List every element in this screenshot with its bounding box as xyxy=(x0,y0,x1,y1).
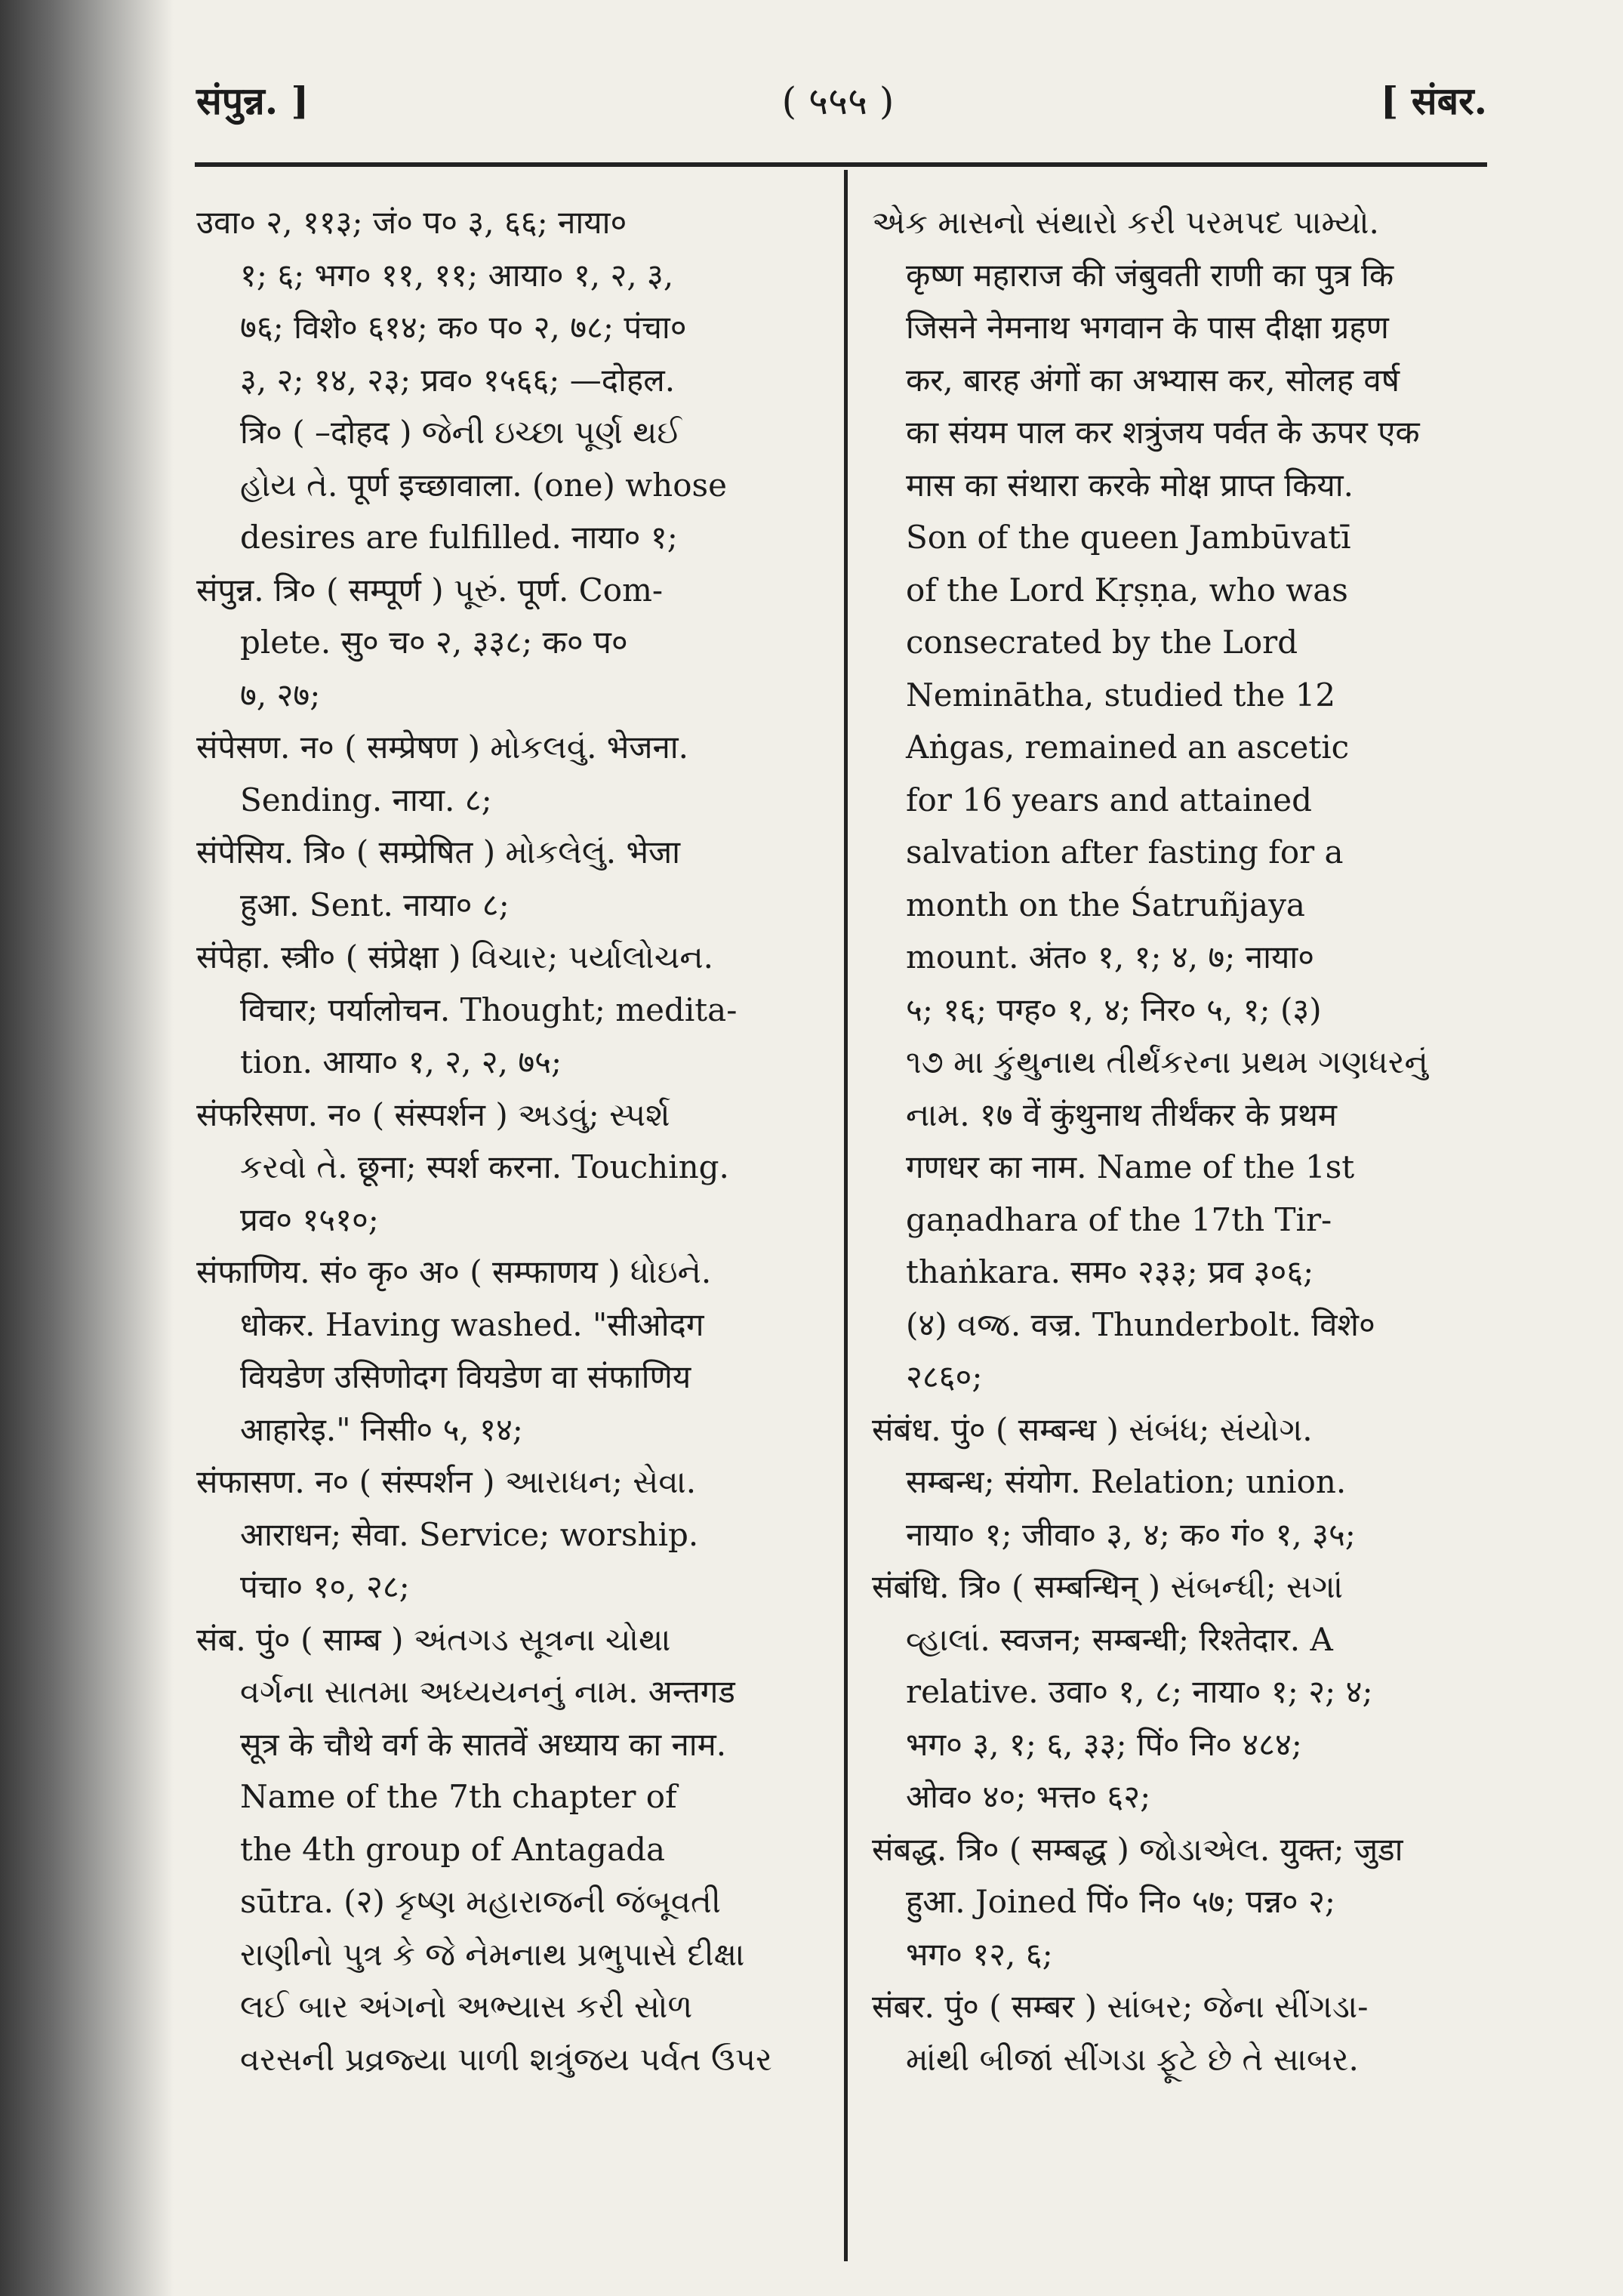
text-line: १; ६; भग० ११, ११; आया० १, २, ३, xyxy=(240,256,674,294)
text-line: वियडेण उसिणोदग वियडेण वा संफाणिय xyxy=(240,1358,691,1395)
text-line: (४) વજ્ર. वज्र. Thunderbolt. विशे० xyxy=(906,1305,1375,1343)
text-line: सूत्र के चौथे वर्ग के सातवें अध्याय का नाम. xyxy=(240,1725,727,1763)
text-line: sūtra. (२) કૃષ્ણ મહારાજની જંબૂવતી xyxy=(240,1883,721,1920)
text-line: पंचा० १०, २८; xyxy=(240,1568,410,1605)
text-line: mount. अंत० १, १; ४, ७; नाया० xyxy=(906,938,1315,975)
text-line: प्रव० १५१०; xyxy=(240,1200,379,1238)
text-line: उवा० २, ११३; जं० प० ३, ६६; नाया० xyxy=(196,204,627,241)
text-line: जिसने नेमनाथ भगवान के पास दीक्षा ग्रहण xyxy=(906,309,1389,346)
text-line: हुआ. Sent. नाया० ८; xyxy=(240,886,510,923)
text-line: ७६; विशे० ६१४; क० प० २, ७८; पंचा० xyxy=(240,309,687,346)
running-header xyxy=(189,53,1487,136)
left-column xyxy=(196,196,823,2085)
header-rule xyxy=(195,162,1487,167)
text-line: ૧૭ મા કુંથુનાથ તીર્થંકરના પ્રથમ ગણધરનું xyxy=(906,1043,1428,1080)
text-line: संबंध. पुं० ( सम्बन्ध ) સંબંધ; સંયોગ. xyxy=(872,1410,1313,1448)
text-line: વર્ગના સાતમા અધ્યયનનું નામ. अन्तगड xyxy=(240,1673,735,1710)
text-line: कृष्ण महाराज की जंबुवती राणी का पुत्र कि xyxy=(906,256,1394,294)
text-line: નામ. १७ वें कुंथुनाथ तीर्थंकर के प्रथम xyxy=(906,1096,1338,1133)
text-line: संपेसिय. त्रि० ( सम्प्रेषित ) મોકલેલું. भेजा xyxy=(196,834,681,871)
text-line: संफासण. न० ( संस्पर्शन ) આરાધન; સેવા. xyxy=(196,1463,697,1500)
text-line: plete. सु० च० २, ३३८; क० प० xyxy=(240,624,628,661)
text-line: मास का संथारा करके मोक्ष प्राप्त किया. xyxy=(906,466,1354,504)
text-line: month on the Śatruñjaya xyxy=(906,886,1305,923)
text-line: का संयम पाल कर शत्रुंजय पर्वत के ऊपर एक xyxy=(906,414,1420,451)
text-line: संबर. पुं० ( सम्बर ) સાંબર; જેના સીંગડા- xyxy=(872,1988,1369,2025)
text-line: धोकर. Having washed. "सीओदग xyxy=(240,1305,704,1343)
right-column xyxy=(872,196,1487,2085)
text-line: માંથી બીજાં સીંગડા ફૂટે છે તે સાબર. xyxy=(906,2040,1359,2078)
text-line: thaṅkara. सम० २३३; प्रव ३०६; xyxy=(906,1253,1314,1290)
text-line: વ્હાલાં. स्वजन; सम्बन्धी; रिश्तेदार. A xyxy=(906,1620,1333,1658)
text-line: संबद्ध. त्रि० ( सम्बद्ध ) જોડાએલ. युक्त; जुडा xyxy=(872,1830,1403,1868)
text-line: संब. पुं० ( साम्ब ) અંતગડ સૂત્રના ચોથા xyxy=(196,1620,671,1658)
text-line: संफाणिय. सं० कृ० अ० ( सम्फाणय ) ધોઇને. xyxy=(196,1253,712,1290)
text-line: संपेहा. स्त्री० ( संप्रेक्षा ) વિચાર; પર્યાલોચન. xyxy=(196,938,714,975)
text-line: રાણીનો પુત્ર કે જે નેમનાથ પ્રભુપાસે દીક્ષા xyxy=(240,1935,745,1973)
text-line: Name of the 7th chapter of xyxy=(240,1778,677,1815)
text-line: सम्बन्ध; संयोग. Relation; union. xyxy=(906,1463,1347,1500)
text-line: आराधन; सेवा. Service; worship. xyxy=(240,1515,699,1553)
text-line: salvation after fasting for a xyxy=(906,834,1344,871)
text-line: લઈ બાર અંગનો અભ્યાસ કરી સોળ xyxy=(240,1988,693,2025)
text-line: કરવો તે. छूना; स्पर्श करना. Touching. xyxy=(240,1148,729,1185)
dictionary-page xyxy=(189,53,1487,2257)
text-line: ५; १६; पग्ह० १, ४; निर० ५, १; (३) xyxy=(906,991,1322,1028)
page-number: ( ५५५ ) xyxy=(781,79,895,123)
text-line: એક માસનો સંથારો કરી પરમપદ પામ્યો. xyxy=(872,204,1379,241)
text-line: संबंधि. त्रि० ( सम्बन्धिन् ) સંબન્ધી; સગાં xyxy=(872,1568,1344,1605)
text-line: २८६०; xyxy=(906,1358,983,1395)
text-line: विचार; पर्यालोचन. Thought; medita- xyxy=(240,991,738,1028)
text-line: Son of the queen Jambūvatī xyxy=(906,519,1351,556)
text-line: desires are fulfilled. नाया० १; xyxy=(240,519,678,556)
text-line: હોય તે. पूर्ण इच्छावाला. (one) whose xyxy=(240,466,727,504)
text-line: ३, २; १४, २३; प्रव० १५६६; —दोहल. xyxy=(240,361,676,399)
text-line: વરસની પ્રવ્રજ્યા પાળી શત્રુંજય પર્વત ઉપર xyxy=(240,2040,772,2078)
text-line: गणधर का नाम. Name of the 1st xyxy=(906,1148,1355,1185)
text-line: tion. आया० १, २, २, ७५; xyxy=(240,1043,562,1080)
text-line: हुआ. Joined पिं० नि० ५७; पन्न० २; xyxy=(906,1883,1336,1920)
text-line: भग० १२, ६; xyxy=(906,1935,1053,1973)
text-line: the 4th group of Antagada xyxy=(240,1830,666,1868)
text-line: of the Lord Kṛṣṇa, who was xyxy=(906,571,1348,609)
text-line: त्रि० ( –दोहद ) જેની ઇચ્છા પૂર્ણ થઈ xyxy=(240,414,682,451)
text-line: for 16 years and attained xyxy=(906,781,1313,818)
text-line: संपुन्न. त्रि० ( सम्पूर्ण ) પૂરું. पूर्ण. Com- xyxy=(196,571,664,609)
text-line: आहारेइ." निसी० ५, १४; xyxy=(240,1410,523,1448)
text-line: consecrated by the Lord xyxy=(906,624,1298,661)
text-line: relative. उवा० १, ८; नाया० १; २; ४; xyxy=(906,1673,1373,1710)
text-line: Sending. नाया. ८; xyxy=(240,781,492,818)
binding-shadow xyxy=(0,0,174,2296)
text-line: ओव० ४०; भत्त० ६२; xyxy=(906,1778,1151,1815)
text-line: संफरिसण. न० ( संस्पर्शन ) અડવું; સ્પર્શ xyxy=(196,1096,670,1133)
header-first-entry: संपुन्न. ] xyxy=(196,79,310,123)
text-line: भग० ३, १; ६, ३३; पिं० नि० ४८४; xyxy=(906,1725,1302,1763)
text-line: कर, बारह अंगों का अभ्यास कर, सोलह वर्ष xyxy=(906,361,1400,399)
text-line: संपेसण. न० ( सम्प्रेषण ) મોકલવું. भेजना. xyxy=(196,729,689,766)
text-line: gaṇadhara of the 17th Tir- xyxy=(906,1200,1332,1238)
text-line: Neminātha, studied the 12 xyxy=(906,676,1336,713)
text-line: ७, २७; xyxy=(240,676,321,713)
column-divider xyxy=(844,170,848,2261)
text-line: Aṅgas, remained an ascetic xyxy=(906,729,1350,766)
header-last-entry: [ संबर. xyxy=(1380,79,1487,123)
text-line: नाया० १; जीवा० ३, ४; क० गं० १, ३५; xyxy=(906,1515,1356,1553)
